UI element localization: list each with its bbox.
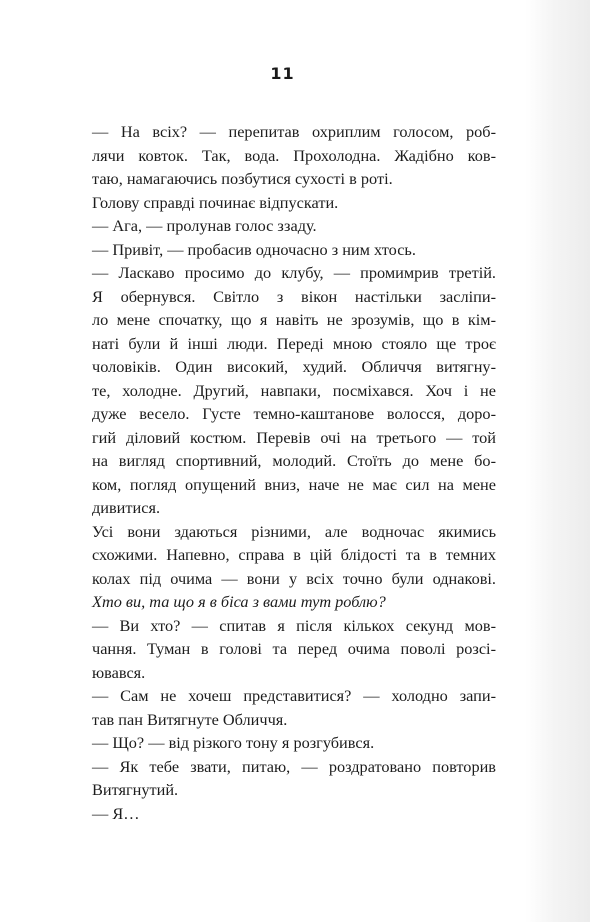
text-line: тав пан Витягнуте Обличчя. [92,709,288,729]
text-line: — На всіх? — перепитав охриплим голосом, роб- [92,122,496,141]
text-line: ювався. [92,662,146,682]
page-number: 11 [270,64,295,83]
text-line: Хто ви, та що я в біса з вами тут роблю? [92,592,386,611]
text-line: — Ага, — пролунав голос ззаду. [92,216,317,235]
text-line: Я обернувся. Світло з вікон настільки засліпи- [92,286,496,306]
text-line: — Як тебе звати, питаю, — роздратовано повторив [92,756,496,776]
body-text [92,120,496,825]
text-line: ком, погляд опущений вниз, наче не має сил на мене [92,474,496,494]
text-line: Витягнутий. [92,780,179,799]
text-line: — Що? — від різкого тону я розгубився. [92,733,375,752]
text-line: наті були й інші люди. Переді мною стояло ще троє [92,333,496,353]
text-line: — Я… [92,803,140,823]
text-line: — Привіт, — пробасив одночасно з ним хтось. [92,239,416,259]
text-line: лячи ковток. Так, вода. Прохолодна. Жадібно ков- [92,145,496,165]
text-line: колах під очима — вони у всіх точно були однакові. [92,568,496,588]
text-line: таю, намагаючись позбутися сухості в роті. [92,169,393,188]
text-line: гий діловий костюм. Перевів очі на третього — той [92,427,496,447]
text-line: Усі вони здаються різними, але водночас якимись [92,521,496,541]
text-line: чоловіків. Один високий, худий. Обличчя витягну- [92,357,496,376]
text-line: дивитися. [92,498,161,517]
text-line: дуже весело. Густе темно-каштанове волосся, доро- [92,404,496,423]
text-line: чання. Туман в голові та перед очима поволі розсі- [92,639,496,658]
text-line: схожими. Напевно, справа в цій блідості та в темних [92,545,496,564]
text-line: — Ласкаво просимо до клубу, — промимрив третій. [92,263,496,282]
text-line: Голову справді починає відпускати. [92,192,339,212]
text-line: те, холодне. Другий, навпаки, посміхався. Хоч і не [92,380,496,400]
text-line: ло мене спочатку, що я навіть не зрозумів, що в кім- [92,310,496,329]
text-line: — Сам не хочеш представитися? — холодно запи- [92,686,496,705]
text-line: — Ви хто? — спитав я після кількох секунд мов- [92,615,496,635]
text-line: на вигляд спортивний, молодий. Стоїть до мене бо- [92,451,496,470]
